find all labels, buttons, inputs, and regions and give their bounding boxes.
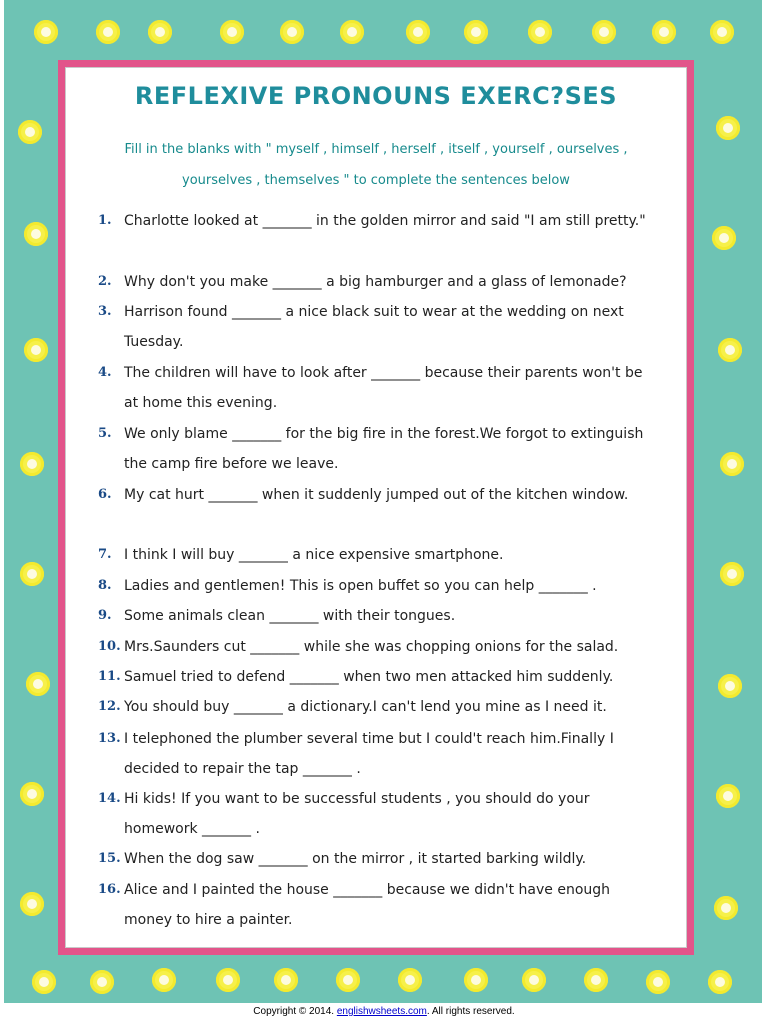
- question-text: We only blame _______ for the big fire in the forest.We forgot to extinguish the camp fire before we leave.: [124, 426, 644, 472]
- question-item: [98, 632, 658, 662]
- question-text: Some animals clean _______ with their tongues.: [124, 608, 456, 624]
- question-number: 11.: [98, 669, 121, 684]
- dot-decoration: [716, 116, 740, 140]
- dot-decoration: [24, 222, 48, 246]
- question-number: 9.: [98, 608, 112, 623]
- page-title: REFLEXIVE PRONOUNS EXERC?SES: [134, 82, 618, 110]
- question-number: 12.: [98, 699, 121, 714]
- dot-decoration: [274, 968, 298, 992]
- dot-decoration: [646, 970, 670, 994]
- dot-decoration: [592, 20, 616, 44]
- question-text: Why don't you make _______ a big hamburger and a glass of lemonade?: [124, 274, 627, 290]
- dot-decoration: [710, 20, 734, 44]
- question-number: 3.: [98, 304, 112, 319]
- dot-decoration: [718, 338, 742, 362]
- question-item: [98, 784, 658, 844]
- question-text: When the dog saw _______ on the mirror , it started barking wildly.: [124, 851, 587, 867]
- dot-decoration: [216, 968, 240, 992]
- dot-decoration: [20, 892, 44, 916]
- question-text: Mrs.Saunders cut _______ while she was chopping onions for the salad.: [124, 639, 619, 655]
- dot-decoration: [712, 226, 736, 250]
- question-item: [98, 540, 658, 570]
- dot-decoration: [528, 20, 552, 44]
- question-text: My cat hurt _______ when it suddenly jumped out of the kitchen window.: [124, 487, 629, 503]
- question-item: [98, 875, 658, 935]
- question-item: [98, 692, 658, 722]
- dot-decoration: [714, 896, 738, 920]
- question-number: 4.: [98, 365, 112, 380]
- question-item: [98, 206, 658, 236]
- copyright-prefix: Copyright © 2014.: [253, 1006, 337, 1017]
- instructions-line-2: yourselves , themselves " to complete the sentences below: [182, 173, 570, 188]
- question-item: [98, 662, 658, 692]
- dot-decoration: [718, 674, 742, 698]
- instructions: [96, 134, 656, 196]
- question-text: I think I will buy _______ a nice expensive smartphone.: [124, 547, 504, 563]
- question-item: [98, 297, 658, 357]
- question-item: [98, 601, 658, 631]
- dot-decoration: [34, 20, 58, 44]
- question-text: Harrison found _______ a nice black suit to wear at the wedding on next Tuesday.: [124, 304, 624, 350]
- dot-decoration: [24, 338, 48, 362]
- question-item: [98, 480, 658, 510]
- dot-decoration: [652, 20, 676, 44]
- question-number: 7.: [98, 547, 112, 562]
- dot-decoration: [90, 970, 114, 994]
- question-text: Alice and I painted the house _______ because we didn't have enough money to hire a painter.: [124, 882, 611, 928]
- question-item: [98, 571, 658, 601]
- dot-decoration: [584, 968, 608, 992]
- dot-decoration: [280, 20, 304, 44]
- question-text: The children will have to look after _______ because their parents won't be at home this evening.: [124, 365, 643, 411]
- dot-decoration: [340, 20, 364, 44]
- question-text: Ladies and gentlemen! This is open buffet so you can help _______ .: [124, 578, 597, 594]
- dot-decoration: [32, 970, 56, 994]
- dot-decoration: [464, 968, 488, 992]
- question-text: I telephoned the plumber several time but I could't reach him.Finally I decided to repair the tap _______ .: [124, 731, 614, 777]
- dot-decoration: [152, 968, 176, 992]
- question-number: 16.: [98, 882, 121, 897]
- dot-decoration: [398, 968, 422, 992]
- question-number: 14.: [98, 791, 121, 806]
- question-number: 2.: [98, 274, 112, 289]
- dot-decoration: [336, 968, 360, 992]
- question-item: [98, 419, 658, 479]
- question-number: 5.: [98, 426, 112, 441]
- copyright-footer: [0, 1006, 768, 1017]
- question-number: 8.: [98, 578, 112, 593]
- dot-decoration: [464, 20, 488, 44]
- dot-decoration: [406, 20, 430, 44]
- question-text: You should buy _______ a dictionary.I can't lend you mine as I need it.: [124, 699, 607, 715]
- question-number: 10.: [98, 639, 121, 654]
- question-number: 1.: [98, 213, 112, 228]
- dot-decoration: [716, 784, 740, 808]
- question-number: 13.: [98, 731, 121, 746]
- dot-decoration: [26, 672, 50, 696]
- instructions-line-1: Fill in the blanks with " myself , himself , herself , itself , yourself , ourselves ,: [124, 142, 628, 157]
- question-number: 6.: [98, 487, 112, 502]
- dot-decoration: [720, 562, 744, 586]
- question-text: Hi kids! If you want to be successful students , you should do your homework _______ .: [124, 791, 590, 837]
- dot-decoration: [20, 452, 44, 476]
- dot-decoration: [720, 452, 744, 476]
- question-item: [98, 358, 658, 418]
- dot-decoration: [708, 970, 732, 994]
- dot-decoration: [96, 20, 120, 44]
- dot-decoration: [148, 20, 172, 44]
- dot-decoration: [522, 968, 546, 992]
- question-item: [98, 724, 658, 784]
- question-item: [98, 844, 658, 874]
- site-link[interactable]: englishwsheets.com: [336, 1006, 427, 1017]
- question-item: [98, 267, 658, 297]
- dot-decoration: [18, 120, 42, 144]
- dot-decoration: [220, 20, 244, 44]
- question-number: 15.: [98, 851, 121, 866]
- question-text: Charlotte looked at _______ in the golden mirror and said "I am still pretty.": [124, 213, 646, 229]
- dot-decoration: [20, 782, 44, 806]
- dot-decoration: [20, 562, 44, 586]
- copyright-suffix: . All rights reserved.: [426, 1006, 515, 1017]
- question-text: Samuel tried to defend _______ when two men attacked him suddenly.: [124, 669, 614, 685]
